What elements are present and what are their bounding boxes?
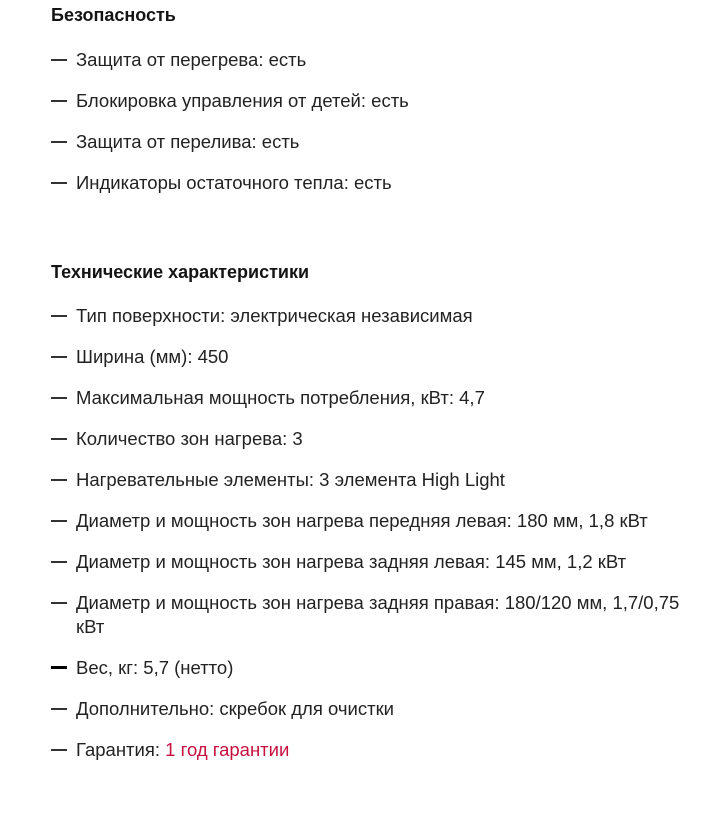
dash-icon [51, 561, 67, 563]
dash-icon [51, 708, 67, 710]
dash-icon [51, 141, 67, 143]
list-item: Максимальная мощность потребления, кВт: 4,7 [51, 386, 686, 410]
list-item: Количество зон нагрева: 3 [51, 427, 686, 451]
dash-icon [51, 438, 67, 440]
dash-icon [51, 666, 67, 669]
section-tech-specs [51, 261, 710, 762]
list-item: Блокировка управления от детей: есть [51, 89, 686, 113]
dash-icon [51, 520, 67, 522]
list-item: Диаметр и мощность зон нагрева передняя левая: 180 мм, 1,8 кВт [51, 509, 686, 533]
dash-icon [51, 356, 67, 358]
dash-icon [51, 749, 67, 751]
dash-icon [51, 602, 67, 604]
dash-icon [51, 182, 67, 184]
dash-icon [51, 479, 67, 481]
list-item: Ширина (мм): 450 [51, 345, 686, 369]
list-item: Индикаторы остаточного тепла: есть [51, 171, 686, 195]
list-item: Тип поверхности: электрическая независимая [51, 304, 686, 328]
list-item: Диаметр и мощность зон нагрева задняя левая: 145 мм, 1,2 кВт [51, 550, 686, 574]
list-item: Нагревательные элементы: 3 элемента High Light [51, 468, 686, 492]
dash-icon [51, 397, 67, 399]
list-item-warranty [51, 738, 686, 762]
list-item: Дополнительно: скребок для очистки [51, 697, 686, 721]
dash-icon [51, 315, 67, 317]
safety-list [51, 48, 710, 195]
tech-specs-list [51, 304, 710, 762]
list-item: Вес, кг: 5,7 (нетто) [51, 656, 686, 680]
list-item: Защита от перегрева: есть [51, 48, 686, 72]
section-title: Технические характеристики [51, 262, 310, 282]
warranty-label: Гарантия: [76, 739, 166, 760]
list-item: Защита от перелива: есть [51, 130, 686, 154]
section-title: Безопасность [51, 5, 176, 25]
dash-icon [51, 100, 67, 102]
warranty-link[interactable]: 1 год гарантии [165, 739, 290, 760]
dash-icon [51, 59, 67, 61]
list-item: Диаметр и мощность зон нагрева задняя правая: 180/120 мм, 1,7/0,75 кВт [51, 591, 686, 639]
section-safety [51, 4, 710, 195]
